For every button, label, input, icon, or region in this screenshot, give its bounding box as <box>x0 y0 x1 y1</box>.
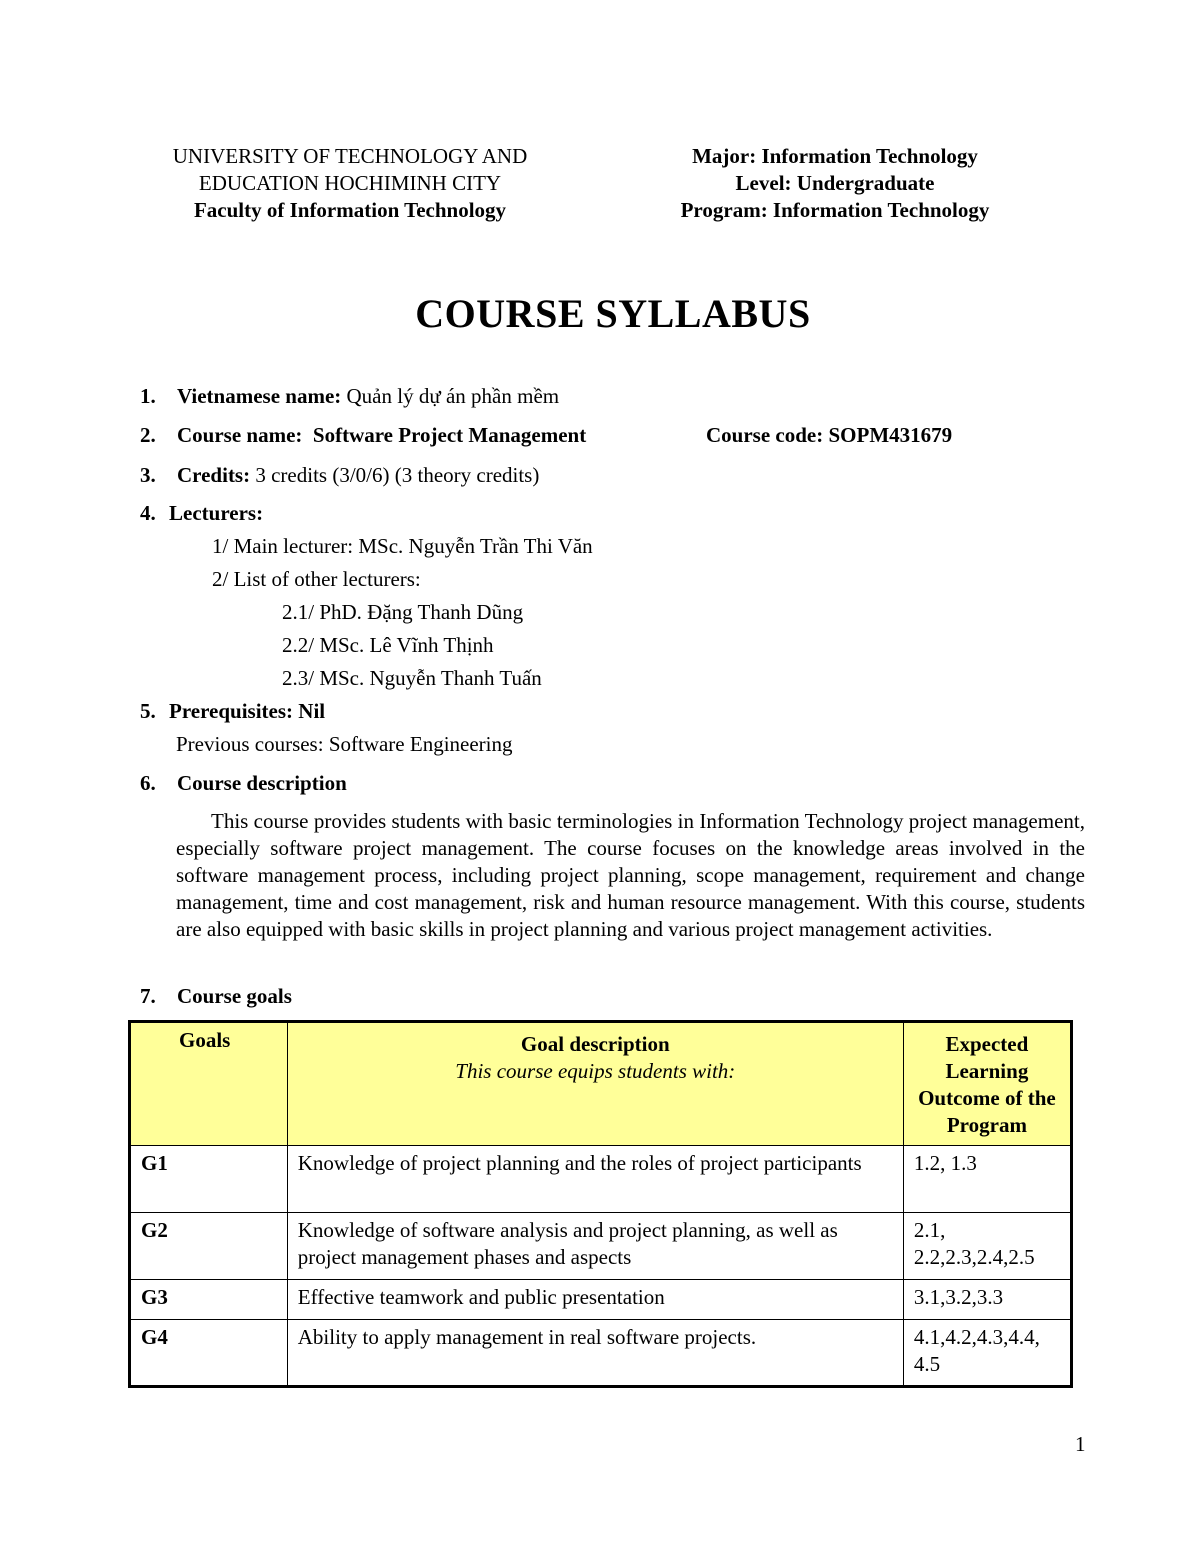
header-goal-description <box>287 1022 903 1146</box>
major-line: Major: Information Technology <box>692 144 978 168</box>
previous-courses: Previous courses: Software Engineering <box>176 732 513 756</box>
course-code-label: Course code: <box>706 423 824 447</box>
other-lecturer-3: 2.3/ MSc. Nguyễn Thanh Tuấn <box>282 666 542 690</box>
header-goals: Goals <box>130 1022 288 1146</box>
table-row <box>130 1280 1072 1320</box>
goal-description: Ability to apply management in real software projects. <box>287 1320 903 1387</box>
other-lecturers-label: 2/ List of other lecturers: <box>212 567 421 591</box>
item-value: Quản lý dự án phần mềm <box>341 384 560 408</box>
level-line: Level: Undergraduate <box>735 171 935 195</box>
university-name-line-2: EDUCATION HOCHIMINH CITY <box>198 171 502 195</box>
goal-description: Effective teamwork and public presentation <box>287 1280 903 1320</box>
goal-elo: 3.1,3.2,3.3 <box>903 1280 1071 1320</box>
university-name-line-1: UNIVERSITY OF TECHNOLOGY AND <box>172 144 528 168</box>
table-row <box>130 1320 1072 1387</box>
item-number: 5. <box>140 699 156 723</box>
item-lecturers <box>140 501 263 526</box>
program-header <box>620 143 1050 224</box>
goal-id: G4 <box>130 1320 288 1387</box>
item-value: Software Project Management <box>312 423 587 447</box>
item-label: Course name: <box>177 423 303 447</box>
program-line: Program: Information Technology <box>680 198 990 222</box>
item-number: 6. <box>140 771 156 795</box>
goal-id: G1 <box>130 1146 288 1213</box>
other-lecturer-1: 2.1/ PhD. Đặng Thanh Dũng <box>282 600 524 624</box>
university-header <box>130 143 570 224</box>
page-number: 1 <box>1075 1432 1086 1456</box>
goal-description: Knowledge of project planning and the roles of project participants <box>287 1146 903 1213</box>
item-course-description <box>140 771 347 796</box>
item-number: 4. <box>140 501 156 525</box>
goal-elo: 2.1, 2.2,2.3,2.4,2.5 <box>903 1213 1071 1280</box>
goal-elo: 1.2, 1.3 <box>903 1146 1071 1213</box>
item-label: Vietnamese name: <box>177 384 342 408</box>
goal-id: G3 <box>130 1280 288 1320</box>
other-lecturer-2: 2.2/ MSc. Lê Vĩnh Thịnh <box>282 633 494 657</box>
item-label: Course goals <box>177 984 292 1008</box>
item-label: Prerequisites: <box>169 699 294 723</box>
item-course-goals <box>140 984 292 1009</box>
item-vietnamese-name <box>140 384 559 409</box>
item-label: Lecturers: <box>169 501 264 525</box>
table-row <box>130 1146 1072 1213</box>
header-goal-description-subtitle: This course equips students with: <box>455 1059 736 1083</box>
item-course-name <box>140 423 586 448</box>
item-label: Course description <box>177 771 347 795</box>
table-header-row <box>130 1022 1072 1146</box>
goal-description: Knowledge of software analysis and project planning, as well as project management phases and aspects <box>287 1213 903 1280</box>
table-row <box>130 1213 1072 1280</box>
goal-id: G2 <box>130 1213 288 1280</box>
faculty-name: Faculty of Information Technology <box>193 198 507 222</box>
item-number: 3. <box>140 463 156 487</box>
item-value: Nil <box>298 699 326 723</box>
item-number: 7. <box>140 984 156 1008</box>
item-label: Credits: <box>177 463 251 487</box>
item-course-code <box>706 423 952 448</box>
header-goal-description-title: Goal description <box>520 1032 670 1056</box>
course-goals-table <box>128 1020 1073 1388</box>
item-number: 1. <box>140 384 156 408</box>
header-expected-learning-outcome: Expected Learning Outcome of the Program <box>903 1022 1071 1146</box>
course-description-text: This course provides students with basic terminologies in Information Technology project management, especially software project management. The course focuses on the knowledge areas involved in the software management process, including project planning, scope management, requirement and change management, time and cost management, risk and human resource management. With this course, students are also equipped with basic skills in project planning and various project management activities. <box>176 809 1085 941</box>
item-credits <box>140 463 539 488</box>
page-title: COURSE SYLLABUS <box>415 291 811 336</box>
course-code-value: SOPM431679 <box>828 423 953 447</box>
main-lecturer: 1/ Main lecturer: MSc. Nguyễn Trần Thi Văn <box>212 534 593 558</box>
goal-elo: 4.1,4.2,4.3,4.4, 4.5 <box>903 1320 1071 1387</box>
item-prerequisites <box>140 699 325 724</box>
item-value: 3 credits (3/0/6) (3 theory credits) <box>250 463 540 487</box>
item-number: 2. <box>140 423 156 447</box>
